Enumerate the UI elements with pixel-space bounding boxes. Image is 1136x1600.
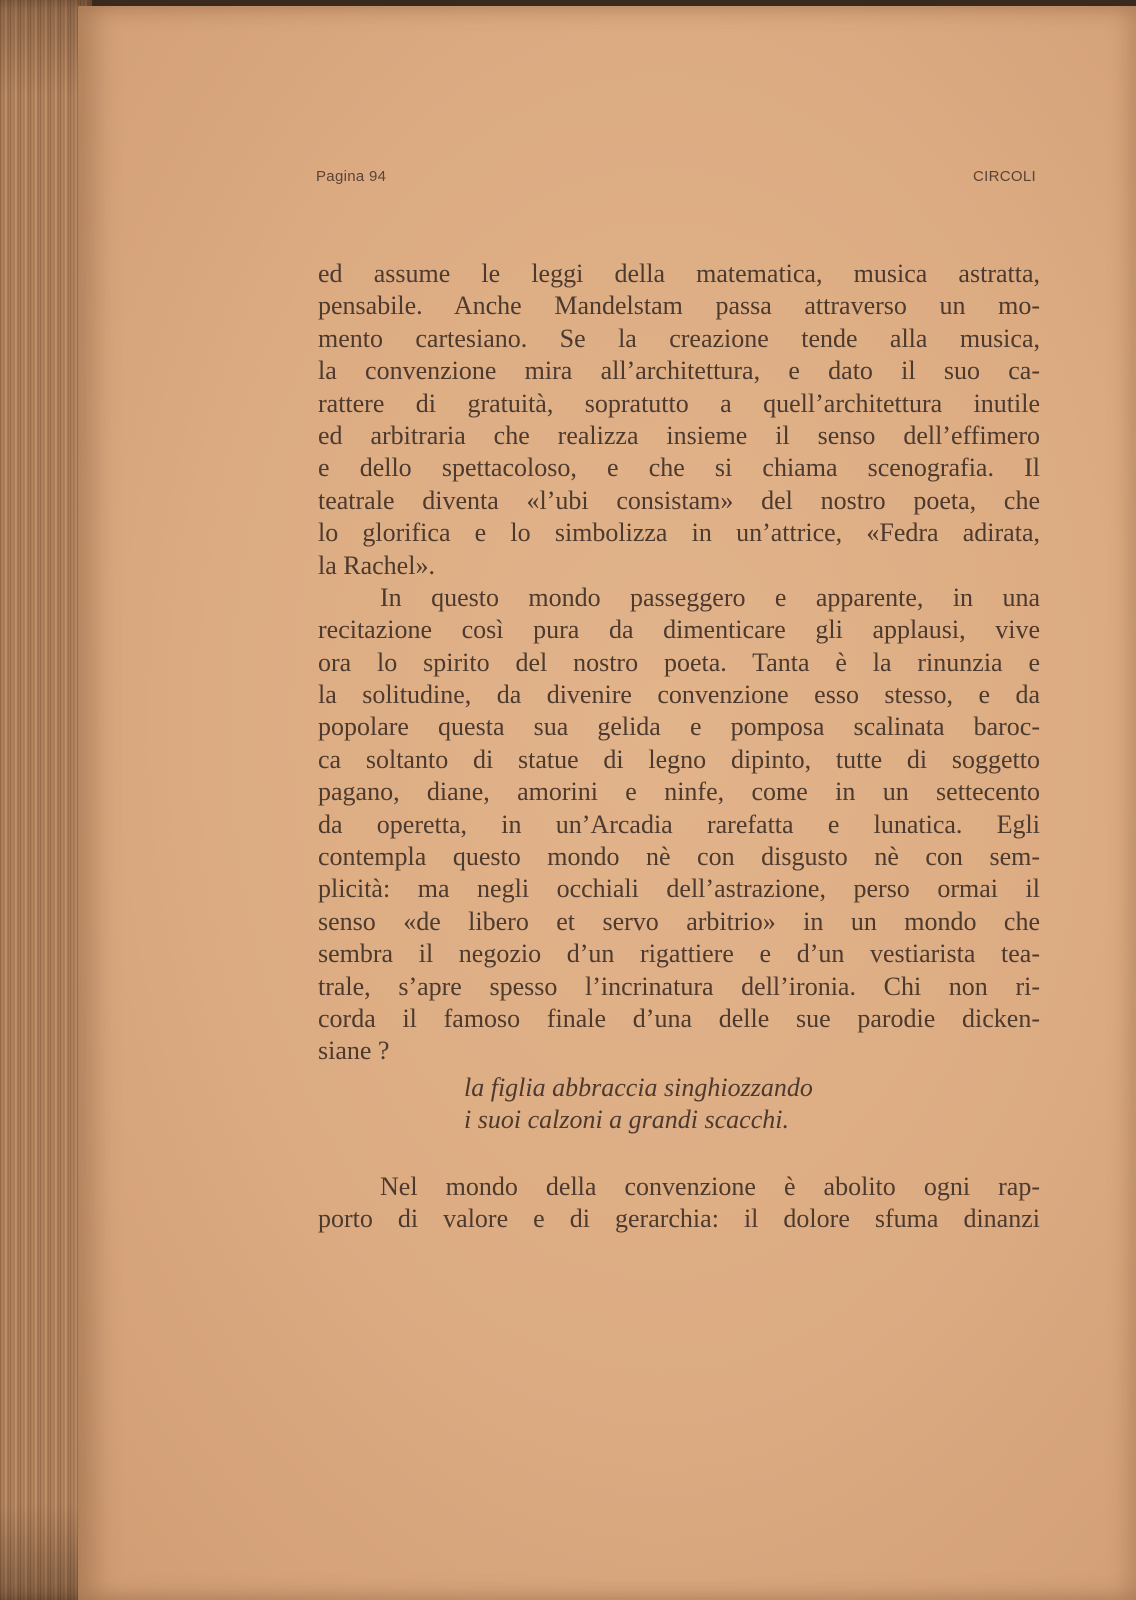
text-line: teatrale diventa «l’ubi consistam» del nostro poeta, che xyxy=(318,485,1040,515)
text-line: plicità: ma negli occhiali dell’astrazione, perso ormai il xyxy=(318,874,1040,904)
text-line: Nel mondo della convenzione è abolito ogni rap- xyxy=(380,1171,1040,1201)
verse-line: i suoi calzoni a grandi scacchi. xyxy=(464,1105,789,1135)
text-line: da operetta, in un’Arcadia rarefatta e lunatica. Egli xyxy=(318,809,1040,839)
page-number: Pagina 94 xyxy=(316,168,387,185)
text-line: la convenzione mira all’architettura, e dato il suo ca- xyxy=(318,356,1040,386)
text-line: recitazione così pura da dimenticare gli applausi, vive xyxy=(318,615,1040,645)
text-line: popolare questa sua gelida e pomposa scalinata baroc- xyxy=(318,712,1040,742)
paragraph xyxy=(318,582,1040,1068)
text-line: e dello spettacoloso, e che si chiama scenografia. Il xyxy=(318,453,1040,483)
paragraph xyxy=(318,258,1040,582)
text-line: lo glorifica e lo simbolizza in un’attrice, «Fedra adirata, xyxy=(318,518,1040,548)
text-line: trale, s’apre spesso l’incrinatura dell’ironia. Chi non ri- xyxy=(318,971,1040,1001)
text-line: contempla questo mondo nè con disgusto nè con sem- xyxy=(318,842,1040,872)
running-title: CIRCOLI xyxy=(973,168,1036,185)
text-line: ca soltanto di statue di legno dipinto, tutte di soggetto xyxy=(318,744,1040,774)
running-header xyxy=(316,168,1036,190)
text-line: ed arbitraria che realizza insieme il senso dell’effimero xyxy=(318,420,1040,450)
verse-quote xyxy=(318,1072,1040,1137)
text-line: porto di valore e di gerarchia: il dolore sfuma dinanzi xyxy=(318,1203,1040,1233)
text-line: sembra il negozio d’un rigattiere e d’un vestiarista tea- xyxy=(318,939,1040,969)
text-line: pagano, diane, amorini e ninfe, come in un settecento xyxy=(318,777,1040,807)
text-line: mento cartesiano. Se la creazione tende alla musica, xyxy=(318,323,1040,353)
text-line: corda il famoso finale d’una delle sue parodie dicken- xyxy=(318,1003,1040,1033)
text-line: ora lo spirito del nostro poeta. Tanta è la rinunzia e xyxy=(318,647,1040,677)
text-line: ed assume le leggi della matematica, musica astratta, xyxy=(318,259,1040,288)
body-text xyxy=(318,258,1040,1235)
text-line: senso «de libero et servo arbitrio» in un mondo che xyxy=(318,906,1040,936)
text-line: In questo mondo passeggero e apparente, in una xyxy=(380,582,1040,612)
verse-line: la figlia abbraccia singhiozzando xyxy=(464,1072,813,1102)
text-line: pensabile. Anche Mandelstam passa attraverso un mo- xyxy=(318,291,1040,321)
paragraph xyxy=(318,1171,1040,1236)
text-line: la Rachel». xyxy=(318,550,435,580)
text-line: siane ? xyxy=(318,1036,390,1066)
text-line: la solitudine, da divenire convenzione esso stesso, e da xyxy=(318,680,1040,710)
text-line: rattere di gratuità, sopratutto a quell’architettura inutile xyxy=(318,388,1040,418)
